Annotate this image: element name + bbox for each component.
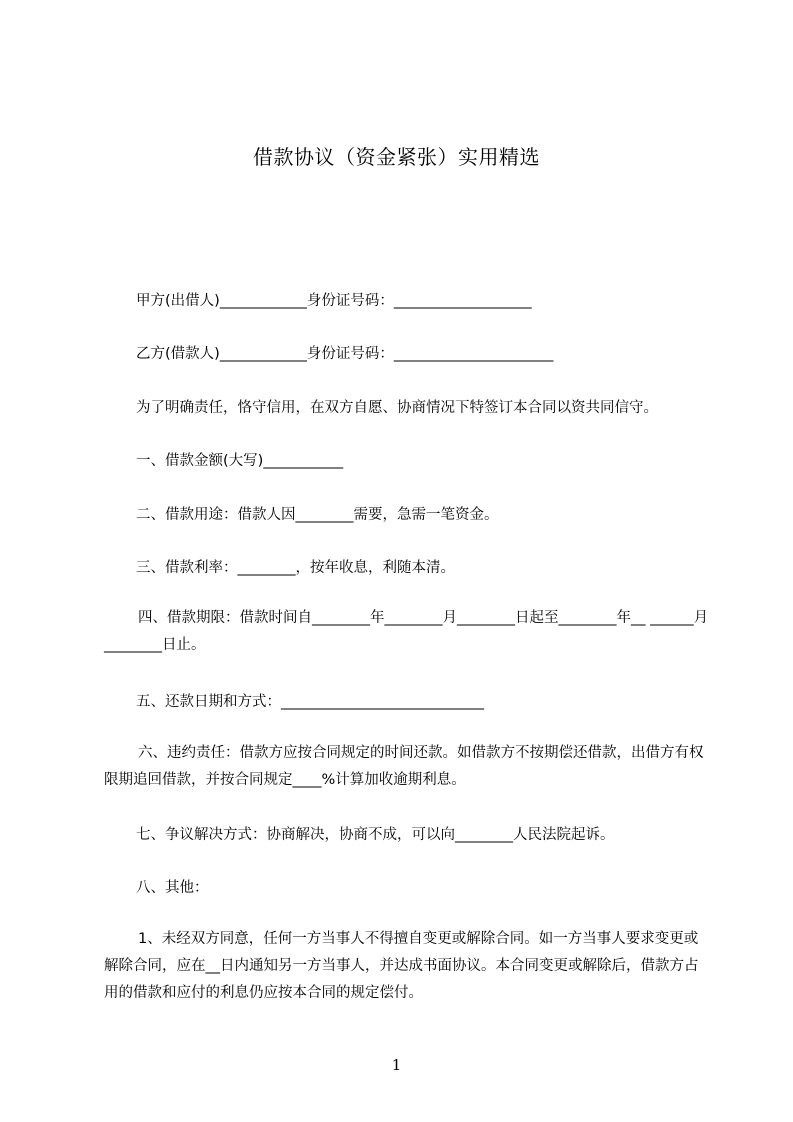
clause-interest-rate: 三、借款利率：________，按年收息，利随本清。: [136, 560, 455, 576]
clause-other-item-1: 1、未经双方同意，任何一方当事人不得擅自变更或解除合同。如一方当事人要求变更或解除合同，应在__日内通知另一方当事人，并达成书面协议。本合同变更或解除后，借款方占用的借款和应付的利息仍应按本合同的规定偿付。: [104, 931, 699, 1001]
document-title: 借款协议（资金紧张）实用精选: [253, 145, 540, 169]
clause-loan-purpose: 二、借款用途：借款人因________需要，急需一笔资金。: [136, 507, 499, 523]
party-b-line: 乙方(借款人)____________身份证号码：______________________: [136, 346, 554, 362]
clause-dispute-resolution: 七、争议解决方式：协商解决，协商不成，可以向________人民法院起诉。: [136, 827, 615, 843]
clause-breach-liability: 六、违约责任：借款方应按合同规定的时间还款。如借款方不按期偿还借款，出借方有权限期追回借款，并按合同规定____%计算加收逾期利息。: [104, 745, 704, 788]
party-a-line: 甲方(出借人)____________身份证号码：___________________: [136, 293, 532, 309]
clause-loan-term: 四、借款期限：借款时间自________年________月________日起至________年__ ______月________日止。: [104, 610, 709, 653]
clause-loan-amount: 一、借款金额(大写)___________: [136, 453, 344, 469]
clause-repayment: 五、还款日期和方式：____________________________: [136, 694, 484, 710]
page-number: 1: [391, 1056, 402, 1074]
clause-other-heading: 八、其他：: [136, 880, 209, 896]
preamble-paragraph: 为了明确责任，恪守信用，在双方自愿、协商情况下特签订本合同以资共同信守。: [136, 400, 658, 416]
